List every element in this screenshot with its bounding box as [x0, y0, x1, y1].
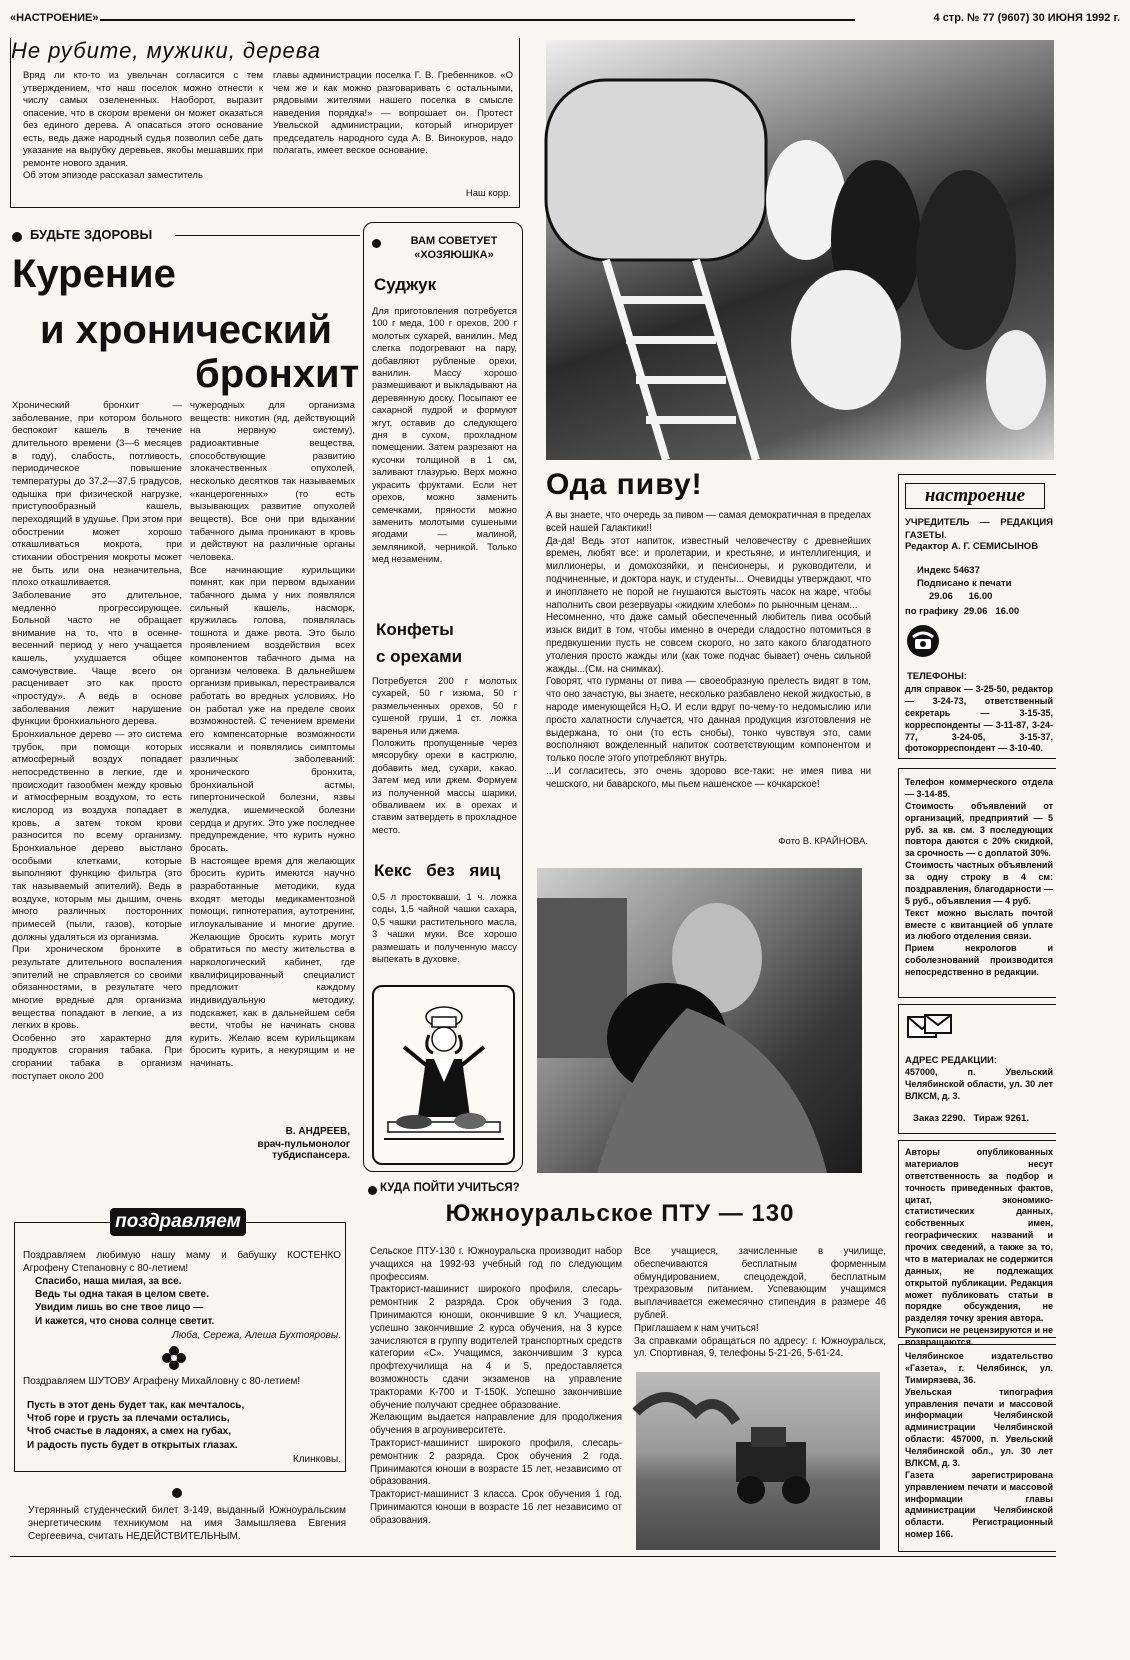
congrats-p2: Поздравляем ШУТОВУ Аграфену Михайловну с 80-летием! — [23, 1376, 301, 1387]
authors-text: Авторы опубликованных материалов несут ответственность за подбор и точность приведенных фактов, цитат, экономико-статистических данных, собственных имен, географических названий и прочих сведений, а также за то, что в материалах не содержится данных, не подлежащих открытой публикации. Редакция может публиковать статьи в порядке обсуждения, не разделяя точку зрения автора. Рукописи не рецензируются и не возвращаются. — [905, 1147, 1053, 1347]
recipe-1-title: Суджук — [374, 275, 437, 294]
beer-queue-photo-art — [546, 40, 1054, 460]
trees-col1: Вряд ли кто-то из увельчан согласится с тем утверждением, что наш поселок можно отнести к числу самых озелененных. Наоборот, выразит опасение, что в скором времени он может оказаться без единого дерева. А опасаться этого основание есть, ведь даже народный судья позволил себе дать указание на вырубку деревьев, якобы мешавших при ремонте нового здания. Об этом эпизоде рассказал заместитель — [23, 70, 263, 182]
school-title: Южноуральское ПТУ — 130 — [445, 1200, 795, 1227]
school-rubric-dot — [368, 1186, 377, 1195]
printing-text: Челябинское издательство «Газета», г. Челябинск, ул. Тимирязева, 36. Увельская типография управления печати и массовой информации Челябинской администрации Челябинской области: 457000, п. Увельский Челябинской обл., ул. 30 лет ВЛКСМ, д. 3. Газета зарегистрирована управлением печати и массовой информации главы администрации Челябинской области. Регистрационный номер 166. — [905, 1351, 1053, 1540]
paper-founder: УЧРЕДИТЕЛЬ — РЕДАКЦИЯ ГАЗЕТЫ. — [905, 517, 1053, 541]
paper-index: Индекс 54637 — [917, 565, 980, 576]
recipe-2-text: Потребуется 200 г молотых сухарей, 50 г изюма, 50 г размельченных орехов, 50 г сушеной груши, 1 ст. ложка варенья или джема. Положить пропущенные через мясорубку орехи в кастрюлю, добавить мед, сухари, какао. Затем мед или джем. Формуем из полученной массы шарики, обваливаем их в орехах и ставим затвердеть в прохладное место. — [372, 675, 517, 835]
authors-box — [898, 1140, 1056, 1347]
telephone-icon — [907, 625, 939, 657]
chef-icon — [374, 987, 513, 1163]
paper-info-box — [898, 474, 1056, 759]
recipe-3-title: Кекс без яиц — [374, 861, 501, 880]
recipes-rubric-dot — [372, 239, 381, 248]
smoking-rubric: БУДЬТЕ ЗДОРОВЫ — [30, 227, 153, 242]
ads-box — [898, 768, 1056, 998]
smoking-rubric-rule — [175, 235, 360, 236]
page-bottom-rule — [10, 1556, 1056, 1557]
address-box — [898, 1004, 1056, 1134]
congrats-s1: Люба, Сережа, Алеша Бухтояровы. — [171, 1330, 341, 1341]
lost-text: Утерянный студенческий билет 3-149, выданный Южноуральским энергетическим техникумом на имя Замышляева Евгения Сергеевича, считать НЕДЕЙСТВИТЕЛЬНЫМ. — [28, 1505, 346, 1543]
trees-col2: главы администрации поселка Г. В. Гребенников. «О чем же и как можно разговаривать с остальными, рядовыми жителями нашего поселка в смысле наведения порядка!» — вопрошает он. Протест Увельской администрации, который игнорирует председатель народного суда А. В. Винокуров, надо полагать, имеет веское основание. — [273, 70, 513, 157]
mail-icon — [907, 1013, 953, 1043]
phones-text: для справок — 3-25-50, редактор — 3-24-73, ответственный секретарь — 3-15-35, корреспонденты — 3-11-87, 3-24-77, 3-24-05, 3-15-37, фотокорреспондент — 3-10-40. — [905, 684, 1053, 754]
smoking-title-2: и хронический — [40, 308, 332, 352]
smoking-col2: чужеродных для организма веществ: никотин (яд, действующий на нервную систему), радиоактивные вещества, способствующие развитию злокачественных опухолей, несколько десятков так называемых «канцерогенных» (то есть вызывающих развитие опухолей веществ). Все они при вдыхании табачного дыма проникают в кровь и действуют на различные органы человека. Все начинающие курильщики помнят, как при первом вдыхании табачного дыма у них появлялся сильный кашель, насморк, кружилась голова, появлялась тошнота и даже рвота. Это было проявлением воздействия всех компонентов табачного дыма на организм человека. В дальнейшем организм привыкал, перестраивался работать во вредных условиях. Но он работал уже на пределе своих возможностей. С течением времени его компенсаторные возможности иссякали и появлялись симптомы различных заболеваний: хронического бронхита, бронхиальной астмы, гипертонической болезни, язвы желудка, ишемической болезни сердца и других. Это уже последнее предупреждение, что курить нужно бросать. В настоящее время для желающих бросить курить имеются научно разработанные методики, куда входят методы медикаментозной помощи, гипнотерапия, аутотренинг, иглоукалывание и многие другие. Желающие бросить курить могут обратиться по месту жительства в наркологический кабинет, где квалифицированный специалист предложит каждому индивидуальную методику, подскажет, как в дальнейшем себя вести, чтобы не начинать снова курить. Желаю всем курильщикам бросить курить, а некурящим и не начинать. — [190, 400, 355, 1070]
tractor-icon — [636, 1372, 880, 1550]
school-col2: Все учащиеся, зачисленные в училище, обеспечиваются бесплатным форменным обмундированием, спецодеждой, бесплатным трехразовым питанием. Успевающим учащимся выплачивается ежемесячно стипендия в размере 46 рублей. Приглашаем к нам учиться! За справками обращаться по адресу: г. Южноуральск, ул. Спортивная, 9, телефоны 5-21-26, 5-61-24. — [634, 1246, 886, 1360]
recipes-rubric-1: ВАМ СОВЕТУЕТ — [410, 235, 498, 247]
congrats-v1: Спасибо, наша милая, за все. Ведь ты одна такая в целом свете. Увидим лишь во сне твое лицо — И кажется, что снова солнце светит. — [35, 1276, 215, 1327]
smoking-col1: Хронический бронхит — заболевание, при котором больного беспокоит кашель в течение длительного времени (3—6 месяцев в году), слабость, потливость, периодическое повышение температуры до 37,2—37,5 градусов, одышка при физической нагрузке, приступообразный кашель, переходящий в удушье. При этом при обострении может хорошо откашливаться мокрота, при стихании обострения мокроты может не быть или она незначительна, плохо откашливается. Заболевание это длительное, медленно прогрессирующее. Больной часто не обращает внимание на то, что в осенне-весенний период у него учащается кашель, ухудшается общее самочувствие. Чаще всего он расценивает это как просто «простуду». А ведь в основе заболевания лежит нарушение функции бронхиального дерева. Бронхиальное дерево — это система трубок, при помощи которых атмосферный воздух попадает непосредственно в легкие, где и происходит газообмен между кровью и атмосферным воздухом, то есть кислород из воздуха попадает в кровь, а затем током крови разносится по всему организму. Бронхиальное дерево выстлано особыми клетками, которые выполняют функцию фильтра (это так называемый эпителий). Ведь в воздухе, которым мы дышим, очень много различных посторонних примесей (пыли, газов), которые должны удаляться из организма. При хроническом бронхите в результате длительного воспаления эпителий не справляется со своими обязанностями, в результате чего многие вредные для организма вещества попадают в легкие, а из легких в кровь. Особенно это характерно для продуктов сгорания табака. При сгорании табака в организм поступает около 200 — [12, 400, 182, 1082]
printing-box — [898, 1344, 1056, 1552]
masthead-rule — [100, 19, 855, 21]
recipe-2-title-2: с орехами — [376, 647, 463, 666]
smoking-title-1: Курение — [12, 252, 176, 296]
phones-title: ТЕЛЕФОНЫ: — [907, 671, 967, 682]
address-title: АДРЕС РЕДАКЦИИ: — [905, 1055, 998, 1066]
beer-photo-credit: Фото В. КРАЙНОВА. — [778, 836, 868, 847]
paper-editor: Редактор А. Г. СЕМИСЫНОВ — [905, 541, 1039, 552]
chef-illustration — [372, 985, 515, 1165]
trees-article — [10, 38, 520, 208]
masthead-right: 4 стр. № 77 (9607) 30 ИЮНЯ 1992 г. — [933, 12, 1120, 24]
smoking-rubric-dot — [12, 232, 22, 242]
smoking-title-3: бронхит — [195, 352, 360, 396]
recipe-3-text: 0,5 л простокваши, 1 ч. ложка соды, 1,5 чайной чашки сахара, 0,5 чашки растительного масла, 3 чашки муки. Все хорошо размешать и полученную массу выпекать в духовке. — [372, 891, 517, 965]
masthead-left: «НАСТРОЕНИЕ» — [10, 12, 99, 24]
school-rubric: КУДА ПОЙТИ УЧИТЬСЯ? — [380, 1182, 520, 1194]
beer-drinker-photo — [537, 868, 862, 1173]
print-order: Заказ 2290. Тираж 9261. — [913, 1113, 1029, 1124]
paper-logo: настроение — [905, 483, 1045, 509]
congrats-p1: Поздравляем любимую нашу маму и бабушку КОСТЕНКО Агрофену Степановну с 80-летием! — [23, 1250, 341, 1275]
beer-drinker-photo-art — [537, 868, 862, 1173]
recipe-1-text: Для приготовления потребуется 100 г меда, 100 г орехов, 200 г молотых сухарей, ванилин. Мед слегка подогревают на пару, добавляют рубленые орехи, ванилин. Массу хорошо размешивают и выкладывают на деревянную доску. Посыпают ее сахарной пудрой и формуют жгут, оставив до следующего дня в сухом, прохладном помещении. Затем разрезают на кусочки толщиной в 1 см, заливают глазурью. Верх можно украсить фруктами. Если нет орехов, можно заменить семечками, пряности можно заменить молотыми сушеными ягодами — малиной, земляникой, черникой. Только мед незаменим. — [372, 305, 517, 565]
flower-icon — [161, 1345, 187, 1371]
trees-title: Не рубите, мужики, дерева — [11, 38, 351, 64]
tractor-photo — [636, 1372, 880, 1550]
recipes-rubric-2: «ХОЗЯЮШКА» — [414, 249, 494, 261]
congrats-header: поздравляем — [110, 1208, 246, 1236]
address-text: 457000, п. Увельский Челябинской области, ул. 30 лет ВЛКСМ, д. 3. — [905, 1067, 1053, 1101]
recipe-2-title-1: Конфеты — [376, 620, 454, 639]
recipes-box — [363, 222, 523, 1172]
beer-queue-photo — [546, 40, 1054, 460]
paper-schedule: по графику 29.06 16.00 — [905, 606, 1020, 617]
trees-sign: Наш корр. — [465, 188, 511, 199]
lost-dot — [172, 1488, 182, 1498]
school-col1: Сельское ПТУ-130 г. Южноуральска производит набор учащихся на 1992-93 учебный год по следующим профессиям. Тракторист-машинист широкого профиля, слесарь-ремонтник 2 разряда. Срок обучения 3 года. Принимаются юноши, окончившие 9 кл. Учащиеся, успешно закончившие 2 курса обучения, на 3 курсе зачисляются в группу водителей транспортных средств категории «С». Учащимся, закончившим 3 курса профтехучилища на 4 и 5, предоставляется возможность сдачи экзаменов на управление тракторами К-700 и Т-150К. Успешно закончившие обучение получают среднее образование. Желающим выдается направление для продолжения обучения в агроуниверситете. Тракторист-машинист широкого профиля, слесарь-ремонтник 2 разряда. Срок обучения 2 года. Принимаются юноши в возрасте 15 лет, независимо от образования. Тракторист-машинист 3 класса. Срок обучения 1 год. Принимаются юноши в возрасте 16 лет независимо от образования. — [370, 1246, 622, 1526]
beer-text: А вы знаете, что очередь за пивом — самая демократичная в пределах всей нашей Галактики!! Да-да! Ведь этот напиток, известный человечеству с древнейших времен, любят все: и пролетарии, и крестьяне, и интеллигенция, и миллионеры, и домохозяйки, и пенсионеры, и руководители, и подчиненные, и доктора наук, и студенты... Очевидцы утверждают, что и иноплането не порой не гнушаются выстоять часок на жаре, чтобы наполнить свои резервуары «жидким хлебом» по рыночным ценам... Несомненно, что даже самый обеспеченный любитель пива особый изыск видит в том, чтобы именно в очереди сладостно потомиться в предвкушении пусть не совсем скорого, но зато какого благодатного утоления просто жажды или (как тоже подчас бывает) очень сильной жажды...(См. на снимках). Говорят, что гурманы от пива — своеобразную прелесть видят в том, что оно зачастую, вы знаете, несколько разбавлено некой жидкостью, в народе именующейся H₂O. И если вдруг по-чему-то недомыслию или просто халатности случается, что данная продукция изготовления не выдержана, то они (то есть снобы), тонко чувствуя это, сами восполняют вожделенный напиток соответствующим компонентом и только после этого употребляют внутрь. ...И согласитесь, это очень здорово все-таки: не имея пива ни чешского, ни баварского, мы пьем нашенское — кочкарское! — [546, 510, 871, 790]
paper-signed-date: 29.06 16.00 — [929, 591, 993, 602]
congrats-s2: Клинковы. — [292, 1454, 341, 1465]
smoking-author: В. АНДРЕЕВ, — [285, 1126, 350, 1137]
ads-text: Телефон коммерческого отдела — 3-14-85. Стоимость объявлений от организаций, предприятий — 5 руб. за кв. см. 3 последующих повтора даются с 20% скидкой, за срочность — с доплатой 30%. Стоимость частных объявлений за одну строку в 4 см: поздравления, благодарности — 5 руб., объявления — 4 руб. Текст можно выслать почтой вместе с квитанцией об уплате из любого отделения связи. Прием некрологов и соболезнований производится непосредственно в редакции. — [905, 777, 1053, 977]
congrats-v2: Пусть в этот день будет так, как мечталось, Чтоб горе и грусть за плечами остались, Чтоб счастье в ладонях, а смех на губах, И радость пусть будет в открытых глазах. — [27, 1400, 245, 1451]
smoking-author-role: врач-пульмонолог тубдиспансера. — [257, 1139, 350, 1161]
beer-title: Ода пиву! — [546, 468, 703, 501]
paper-signed: Подписано к печати — [917, 578, 1012, 589]
congrats-box — [14, 1222, 346, 1472]
